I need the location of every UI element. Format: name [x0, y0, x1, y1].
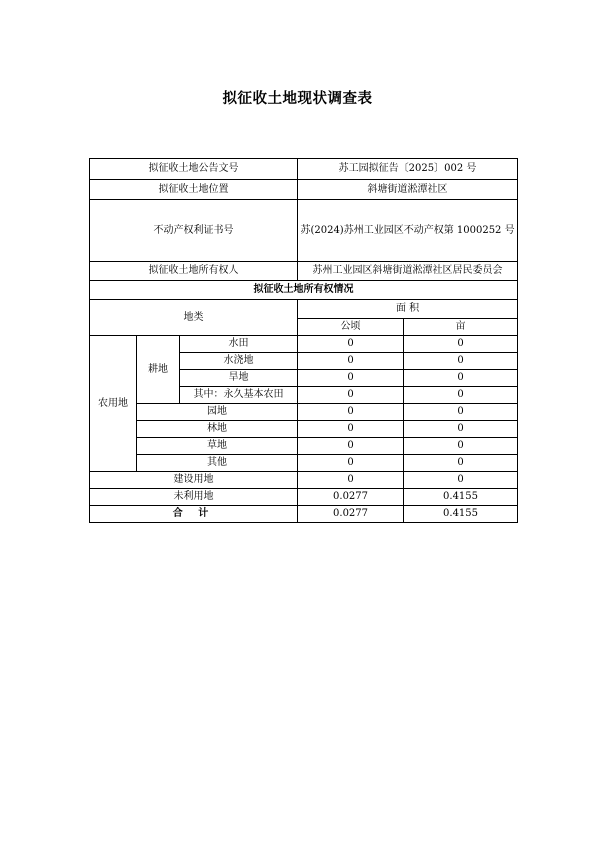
land-name: 未利用地: [90, 489, 298, 506]
land-name: 旱地: [180, 370, 298, 387]
hectare-value: 0: [298, 404, 404, 421]
hectare-value: 0: [298, 387, 404, 404]
land-name: 其中：永久基本农田: [180, 387, 298, 404]
agricultural-label: 农用地: [90, 336, 137, 472]
info-value: 苏工园拟征告〔2025〕002 号: [298, 159, 518, 180]
land-name: 水浇地: [180, 353, 298, 370]
hectare-value: 0: [298, 353, 404, 370]
hectare-value: 0: [298, 421, 404, 438]
hectare-value: 0: [298, 370, 404, 387]
mu-value: 0.4155: [404, 489, 518, 506]
hectare-value: 0: [298, 455, 404, 472]
hectare-value: 0.0277: [298, 506, 404, 523]
info-label: 拟征收土地公告文号: [90, 159, 298, 180]
info-label: 拟征收土地所有权人: [90, 262, 298, 281]
table-row: [90, 489, 518, 506]
table-row: [90, 404, 518, 421]
table-row: [90, 455, 518, 472]
hectare-value: 0: [298, 336, 404, 353]
table-row: [90, 472, 518, 489]
area-header: 面 积: [298, 300, 518, 319]
mu-value: 0: [404, 336, 518, 353]
table-row: [90, 438, 518, 455]
total-row: [90, 506, 518, 523]
land-type-header: 地类: [90, 300, 298, 336]
land-survey-table: [89, 158, 518, 523]
mu-value: 0: [404, 421, 518, 438]
info-value: 斜塘街道淞潭社区: [298, 180, 518, 200]
land-name: 其他: [137, 455, 298, 472]
section-title: 拟征收土地所有权情况: [90, 281, 518, 300]
mu-header: 亩: [404, 319, 518, 336]
hectare-value: 0.0277: [298, 489, 404, 506]
section-title-row: [90, 281, 518, 300]
land-name: 水田: [180, 336, 298, 353]
hectare-value: 0: [298, 472, 404, 489]
info-label: 拟征收土地位置: [90, 180, 298, 200]
mu-value: 0: [404, 370, 518, 387]
cultivated-label: 耕地: [137, 336, 180, 404]
table-row: [90, 421, 518, 438]
mu-value: 0.4155: [404, 506, 518, 523]
info-value: 苏(2024)苏州工业园区不动产权第 1000252 号: [298, 200, 518, 262]
info-row-announcement: [90, 159, 518, 180]
total-label: 合 计: [90, 506, 298, 523]
info-row-owner: [90, 262, 518, 281]
land-name: 草地: [137, 438, 298, 455]
mu-value: 0: [404, 455, 518, 472]
land-name: 园地: [137, 404, 298, 421]
header-row-1: [90, 300, 518, 319]
hectare-header: 公顷: [298, 319, 404, 336]
hectare-value: 0: [298, 438, 404, 455]
info-value: 苏州工业园区斜塘街道淞潭社区居民委员会: [298, 262, 518, 281]
info-row-certificate: [90, 200, 518, 262]
mu-value: 0: [404, 353, 518, 370]
mu-value: 0: [404, 404, 518, 421]
mu-value: 0: [404, 472, 518, 489]
table-row: [90, 336, 518, 353]
document-title: 拟征收土地现状调查表: [222, 91, 373, 107]
info-label: 不动产权利证书号: [90, 200, 298, 262]
land-name: 林地: [137, 421, 298, 438]
mu-value: 0: [404, 387, 518, 404]
mu-value: 0: [404, 438, 518, 455]
info-row-location: [90, 180, 518, 200]
land-name: 建设用地: [90, 472, 298, 489]
